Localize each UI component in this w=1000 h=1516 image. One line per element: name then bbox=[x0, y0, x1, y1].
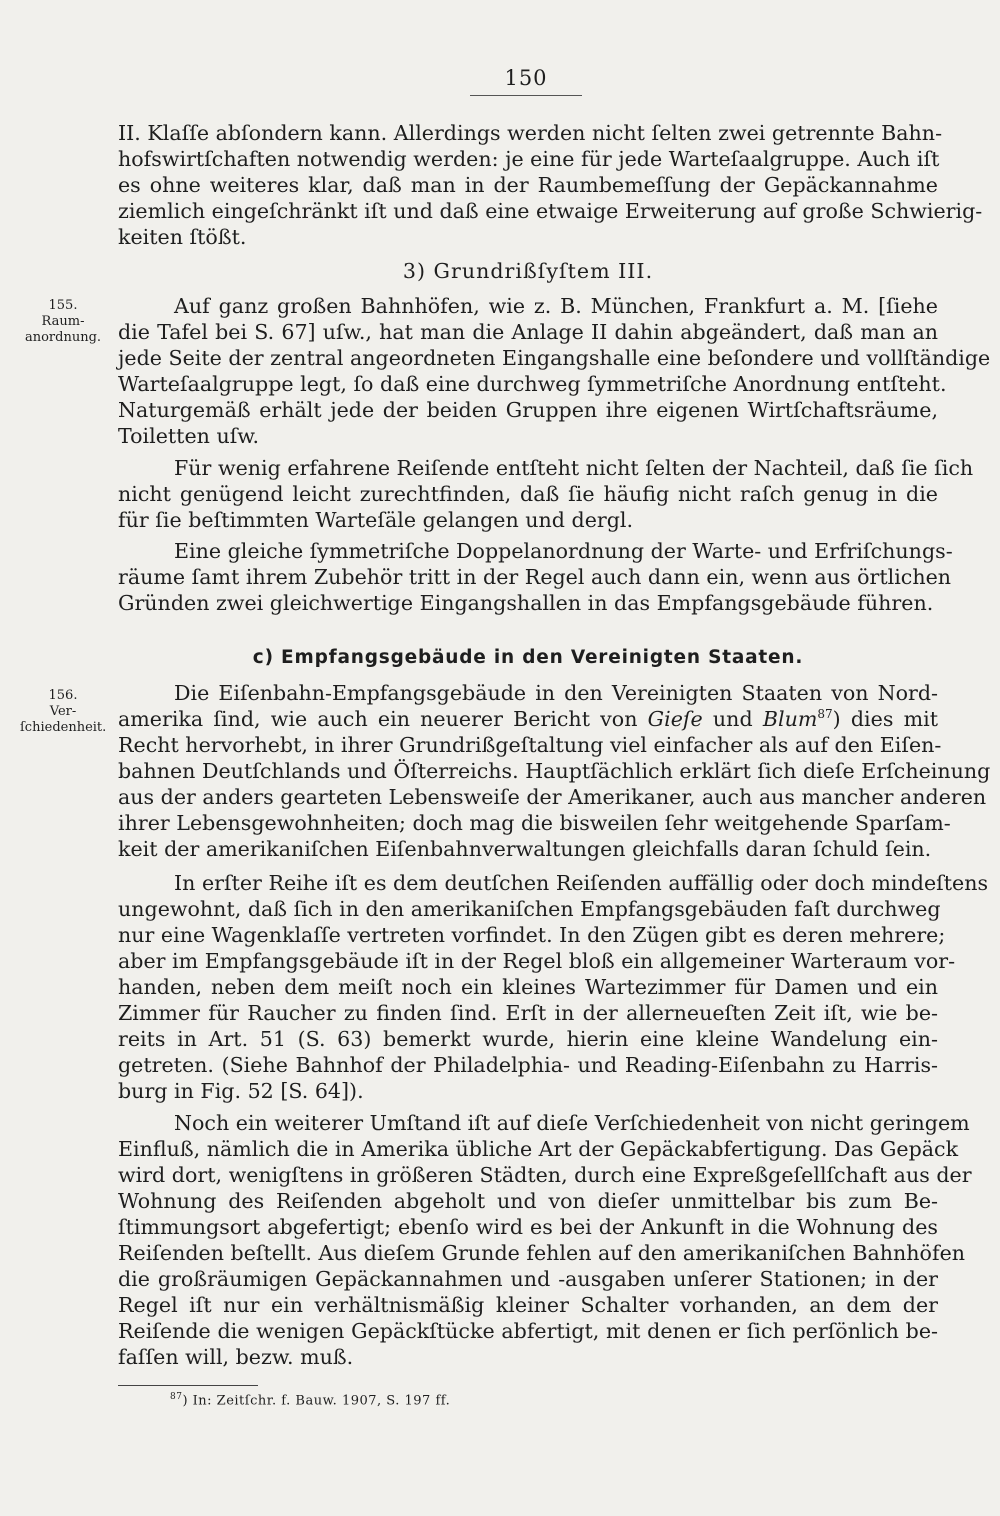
text-line: bahnen Deutſchlands und Öſterreichs. Hauptſächlich erklärt ſich dieſe Erſcheinung bbox=[118, 759, 991, 783]
text-line: Die Eiſenbahn-Empfangsgebäude in den Vereinigten Staaten von Nord- bbox=[174, 681, 938, 705]
text-line: Recht hervorhebt, in ihrer Grundrißgeſtaltung viel einfacher als auf den Eiſen- bbox=[118, 733, 942, 757]
text-line: II. Klaſſe abſondern kann. Allerdings werden nicht ſelten zwei getrennte Bahn- bbox=[118, 121, 943, 145]
text-line: aber im Empfangsgebäude iſt in der Regel bloß ein allgemeiner Warteraum vor- bbox=[118, 949, 956, 973]
footnote bbox=[170, 1392, 450, 1408]
paragraph-gepaeckabfertigung bbox=[118, 1110, 972, 1370]
text-line: Noch ein weiterer Umſtand iſt auf dieſe Verſchiedenheit von nicht geringem bbox=[174, 1111, 970, 1135]
text-line: Zimmer für Raucher zu finden ſind. Erſt in der allerneueſten Zeit iſt, wie be- bbox=[118, 1001, 938, 1025]
text-line: Eine gleiche ſymmetriſche Doppelanordnung der Warte- und Erfriſchungs- bbox=[174, 539, 953, 563]
text-line: reits in Art. 51 (S. 63) bemerkt wurde, hierin eine kleine Wandelung ein- bbox=[118, 1027, 938, 1051]
text-line: es ohne weiteres klar, daß man in der Raumbemeſſung der Gepäckannahme bbox=[118, 173, 938, 197]
section-heading bbox=[118, 645, 938, 671]
author-blum: Blum bbox=[762, 707, 818, 731]
text-line: ziemlich eingeſchränkt iſt und daß eine etwaige Erweiterung auf große Schwierig- bbox=[118, 199, 983, 223]
paragraph-raumanordnung bbox=[118, 293, 991, 449]
text-line: ihrer Lebensgewohnheiten; doch mag die bisweilen ſehr weitgehende Sparſam- bbox=[118, 811, 951, 835]
margin-note-number: 155. bbox=[48, 298, 78, 313]
text-line: keit der amerikaniſchen Eiſenbahnverwaltungen gleichfalls daran ſchuld ſein. bbox=[118, 837, 932, 861]
paragraph-doppelanordnung bbox=[118, 538, 953, 616]
margin-note-text: Ver- bbox=[49, 704, 77, 719]
text-line: Regel iſt nur ein verhältnismäßig kleiner Schalter vorhanden, an dem der bbox=[118, 1293, 938, 1317]
text-line: räume ſamt ihrem Zubehör tritt in der Regel auch dann ein, wenn aus örtlichen bbox=[118, 565, 952, 589]
footnote-rule bbox=[118, 1385, 258, 1386]
text-line: Toiletten uſw. bbox=[118, 424, 260, 448]
text-line: Reiſende die wenigen Gepäckſtücke abfertigt, mit denen er ſich perſönlich be- bbox=[118, 1319, 938, 1343]
text-span: amerika ſind, wie auch ein neuerer Bericht von bbox=[118, 707, 648, 731]
text-line: ungewohnt, daß ſich in den amerikaniſchen Empfangsgebäuden faſt durchweg bbox=[118, 897, 941, 921]
paragraph-verschiedenheit bbox=[118, 680, 991, 862]
text-line: Wohnung des Reiſenden abgeholt und von dieſer unmittelbar bis zum Be- bbox=[118, 1189, 938, 1213]
page-number: 150 bbox=[504, 66, 548, 90]
text-line: nicht genügend leicht zurechtfinden, daß ſie häufig nicht raſch genug in die bbox=[118, 482, 938, 506]
text-span: und bbox=[702, 707, 763, 731]
text-line: keiten ſtößt. bbox=[118, 225, 247, 249]
margin-note-text: Raum- bbox=[41, 314, 85, 329]
text-line: Auf ganz großen Bahnhöfen, wie z. B. München, Frankfurt a. M. [ſiehe bbox=[174, 294, 938, 318]
text-line: jede Seite der zentral angeordneten Eingangshalle eine beſondere und vollſtändige bbox=[118, 346, 991, 370]
text-line: faſſen will, bezw. muß. bbox=[118, 1345, 354, 1369]
text-line: Für wenig erfahrene Reiſende entſteht nicht ſelten der Nachteil, daß ſie ſich bbox=[174, 456, 974, 480]
margin-note-number: 156. bbox=[48, 688, 78, 703]
paragraph-wagenklasse bbox=[118, 870, 989, 1104]
text-line: burg in Fig. 52 [S. 64]). bbox=[118, 1079, 364, 1103]
heading-grundrisssystem: 3) Grundrißſyſtem III. bbox=[402, 259, 654, 283]
text-line: Gründen zwei gleichwertige Eingangshallen in das Empfangsgebäude führen. bbox=[118, 591, 934, 615]
text-line: die großräumigen Gepäckannahmen und -ausgaben unſerer Stationen; in der bbox=[118, 1267, 938, 1291]
subsection-heading bbox=[118, 258, 938, 284]
text-line: getreten. (Siehe Bahnhof der Philadelphia- und Reading-Eiſenbahn zu Harris- bbox=[118, 1053, 938, 1077]
paragraph-continuation bbox=[118, 120, 983, 250]
margin-note-text: anordnung. bbox=[24, 330, 102, 345]
text-line: wird dort, wenigſtens in größeren Städten, durch eine Expreßgeſellſchaft aus der bbox=[118, 1163, 972, 1187]
text-span: ) dies mit bbox=[832, 707, 938, 731]
text-line: Warteſaalgruppe legt, ſo daß eine durchweg ſymmetriſche Anordnung entſteht. bbox=[118, 372, 947, 396]
text-line: für ſie beſtimmten Warteſäle gelangen und dergl. bbox=[118, 508, 634, 532]
page-number-rule bbox=[470, 95, 582, 96]
text-line: Einfluß, nämlich die in Amerika übliche Art der Gepäckabfertigung. Das Gepäck bbox=[118, 1137, 959, 1161]
text-line: ſtimmungsort abgefertigt; ebenſo wird es bei der Ankunft in die Wohnung des bbox=[118, 1215, 938, 1239]
text-line: die Tafel bei S. 67] uſw., hat man die Anlage II dahin abgeändert, daß man an bbox=[118, 320, 938, 344]
footnote-mark: 87 bbox=[170, 1392, 183, 1402]
text-line: In erſter Reihe iſt es dem deutſchen Reiſenden auffällig oder doch mindeſtens bbox=[174, 871, 989, 895]
margin-note-text: ſchiedenheit. bbox=[20, 720, 107, 735]
text-line: nur eine Wagenklaſſe vertreten vorfindet. In den Zügen gibt es deren mehrere; bbox=[118, 923, 946, 947]
margin-note-155 bbox=[20, 298, 106, 346]
text-line-with-citation bbox=[118, 706, 938, 732]
paragraph-nachteil bbox=[118, 455, 974, 533]
text-line: Reiſenden beſtellt. Aus dieſem Grunde fehlen auf den amerikaniſchen Bahnhöfen bbox=[118, 1241, 966, 1265]
heading-vereinigte-staaten: c) Empfangsgebäude in den Vereinigten Staaten. bbox=[252, 647, 804, 668]
text-line: handen, neben dem meiſt noch ein kleines Wartezimmer für Damen und ein bbox=[118, 975, 938, 999]
text-line: aus der anders gearteten Lebensweiſe der Amerikaner, auch aus mancher anderen bbox=[118, 785, 987, 809]
text-line: Naturgemäß erhält jede der beiden Gruppen ihre eigenen Wirtſchaftsräume, bbox=[118, 398, 938, 422]
author-giese: Gieſe bbox=[647, 707, 703, 731]
footnote-reference: 87 bbox=[817, 707, 833, 722]
footnote-text: ) In: Zeitſchr. f. Bauw. 1907, S. 197 ff. bbox=[182, 1393, 451, 1409]
text-line: hofswirtſchaften notwendig werden: je eine für jede Warteſaalgruppe. Auch iſt bbox=[118, 147, 940, 171]
margin-note-156 bbox=[20, 688, 106, 736]
